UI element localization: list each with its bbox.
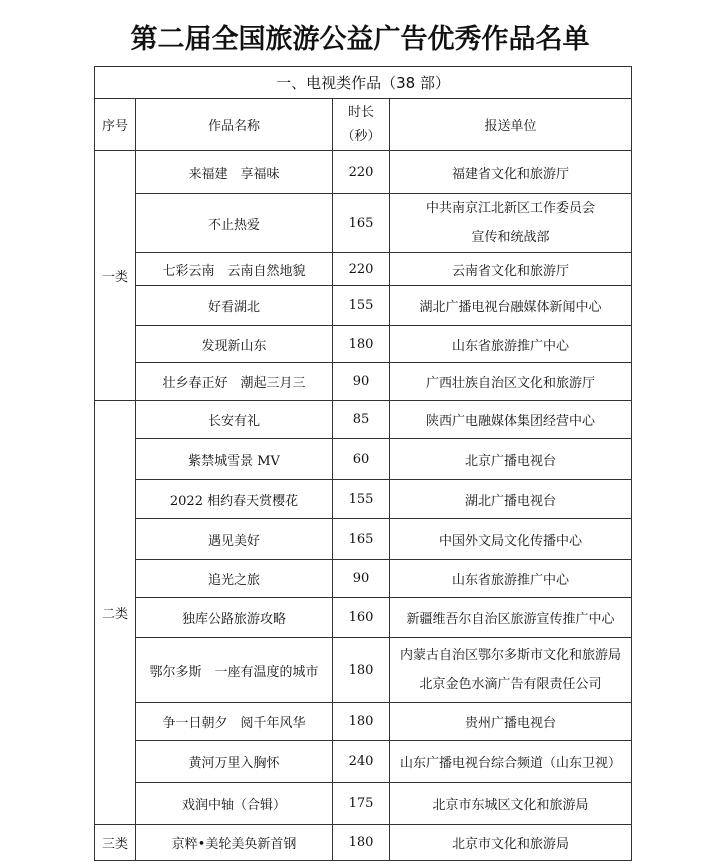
work-name: 追光之旅 — [136, 560, 333, 598]
section-title: 一、电视类作品（38 部） — [95, 67, 632, 99]
work-unit — [390, 194, 632, 253]
work-name: 2022 相约春天赏樱花 — [136, 480, 333, 519]
work-duration: 180 — [333, 825, 390, 861]
header-name: 作品名称 — [136, 99, 333, 151]
work-name: 争一日朝夕 阅千年风华 — [136, 703, 333, 741]
category-cell: 三类 — [95, 825, 136, 861]
table-row — [95, 519, 632, 560]
work-name: 黄河万里入胸怀 — [136, 741, 333, 783]
work-duration: 90 — [333, 363, 390, 401]
work-unit: 山东省旅游推广中心 — [390, 326, 632, 363]
category-cell: 一类 — [95, 151, 136, 401]
work-name: 不止热爱 — [136, 194, 333, 253]
table-row — [95, 253, 632, 286]
work-unit: 福建省文化和旅游厅 — [390, 151, 632, 194]
table-row — [95, 741, 632, 783]
work-name: 来福建 享福味 — [136, 151, 333, 194]
table-row — [95, 363, 632, 401]
work-duration: 220 — [333, 253, 390, 286]
header-row — [95, 99, 632, 151]
work-duration: 175 — [333, 783, 390, 825]
work-unit-line2: 北京金色水滴广告有限责任公司 — [419, 677, 602, 692]
work-name: 七彩云南 云南自然地貌 — [136, 253, 333, 286]
table-row — [95, 560, 632, 598]
work-duration: 155 — [333, 480, 390, 519]
table-row — [95, 401, 632, 439]
work-name: 壮乡春正好 潮起三月三 — [136, 363, 333, 401]
header-duration-line2: （秒） — [341, 128, 381, 144]
work-unit: 北京市东城区文化和旅游局 — [390, 783, 632, 825]
header-duration-line1: 时长 — [347, 104, 374, 120]
table-row — [95, 326, 632, 363]
work-duration: 165 — [333, 519, 390, 560]
header-duration — [333, 99, 390, 151]
table-row — [95, 286, 632, 326]
header-seq: 序号 — [95, 99, 136, 151]
work-name: 鄂尔多斯 一座有温度的城市 — [136, 638, 333, 703]
work-unit: 山东广播电视台综合频道（山东卫视） — [390, 741, 632, 783]
work-unit: 北京市文化和旅游局 — [390, 825, 632, 861]
work-duration: 180 — [333, 638, 390, 703]
works-table — [94, 66, 632, 861]
work-duration: 180 — [333, 326, 390, 363]
work-duration: 160 — [333, 598, 390, 638]
table-row — [95, 783, 632, 825]
table-row — [95, 703, 632, 741]
work-duration: 155 — [333, 286, 390, 326]
section-row — [95, 67, 632, 99]
work-name: 戏润中轴（合辑） — [136, 783, 333, 825]
header-unit: 报送单位 — [390, 99, 632, 151]
category-cell: 二类 — [95, 401, 136, 825]
work-duration: 165 — [333, 194, 390, 253]
work-unit: 湖北广播电视台 — [390, 480, 632, 519]
work-unit-line1: 中共南京江北新区工作委员会 — [426, 201, 596, 216]
work-duration: 90 — [333, 560, 390, 598]
work-unit: 陕西广电融媒体集团经营中心 — [390, 401, 632, 439]
work-duration: 220 — [333, 151, 390, 194]
work-duration: 240 — [333, 741, 390, 783]
work-unit: 北京广播电视台 — [390, 439, 632, 480]
table-row — [95, 598, 632, 638]
work-name: 京粹•美轮美奂新首钢 — [136, 825, 333, 861]
work-name: 好看湖北 — [136, 286, 333, 326]
work-unit: 中国外文局文化传播中心 — [390, 519, 632, 560]
page-title: 第二届全国旅游公益广告优秀作品名单 — [130, 24, 590, 55]
table-row — [95, 638, 632, 703]
work-unit: 山东省旅游推广中心 — [390, 560, 632, 598]
work-unit: 新疆维吾尔自治区旅游宣传推广中心 — [390, 598, 632, 638]
work-name: 长安有礼 — [136, 401, 333, 439]
work-duration: 85 — [333, 401, 390, 439]
work-unit: 湖北广播电视台融媒体新闻中心 — [390, 286, 632, 326]
table-row — [95, 151, 632, 194]
table-row — [95, 194, 632, 253]
work-duration: 180 — [333, 703, 390, 741]
table-row — [95, 480, 632, 519]
work-unit: 贵州广播电视台 — [390, 703, 632, 741]
work-unit-line1: 内蒙古自治区鄂尔多斯市文化和旅游局 — [400, 648, 622, 663]
work-unit: 广西壮族自治区文化和旅游厅 — [390, 363, 632, 401]
table-row — [95, 825, 632, 861]
work-name: 发现新山东 — [136, 326, 333, 363]
work-name: 独库公路旅游攻略 — [136, 598, 333, 638]
work-name: 紫禁城雪景 MV — [136, 439, 333, 480]
work-unit-line2: 宣传和统战部 — [471, 230, 550, 245]
table-row — [95, 439, 632, 480]
work-name: 遇见美好 — [136, 519, 333, 560]
work-unit: 云南省文化和旅游厅 — [390, 253, 632, 286]
work-unit — [390, 638, 632, 703]
work-duration: 60 — [333, 439, 390, 480]
